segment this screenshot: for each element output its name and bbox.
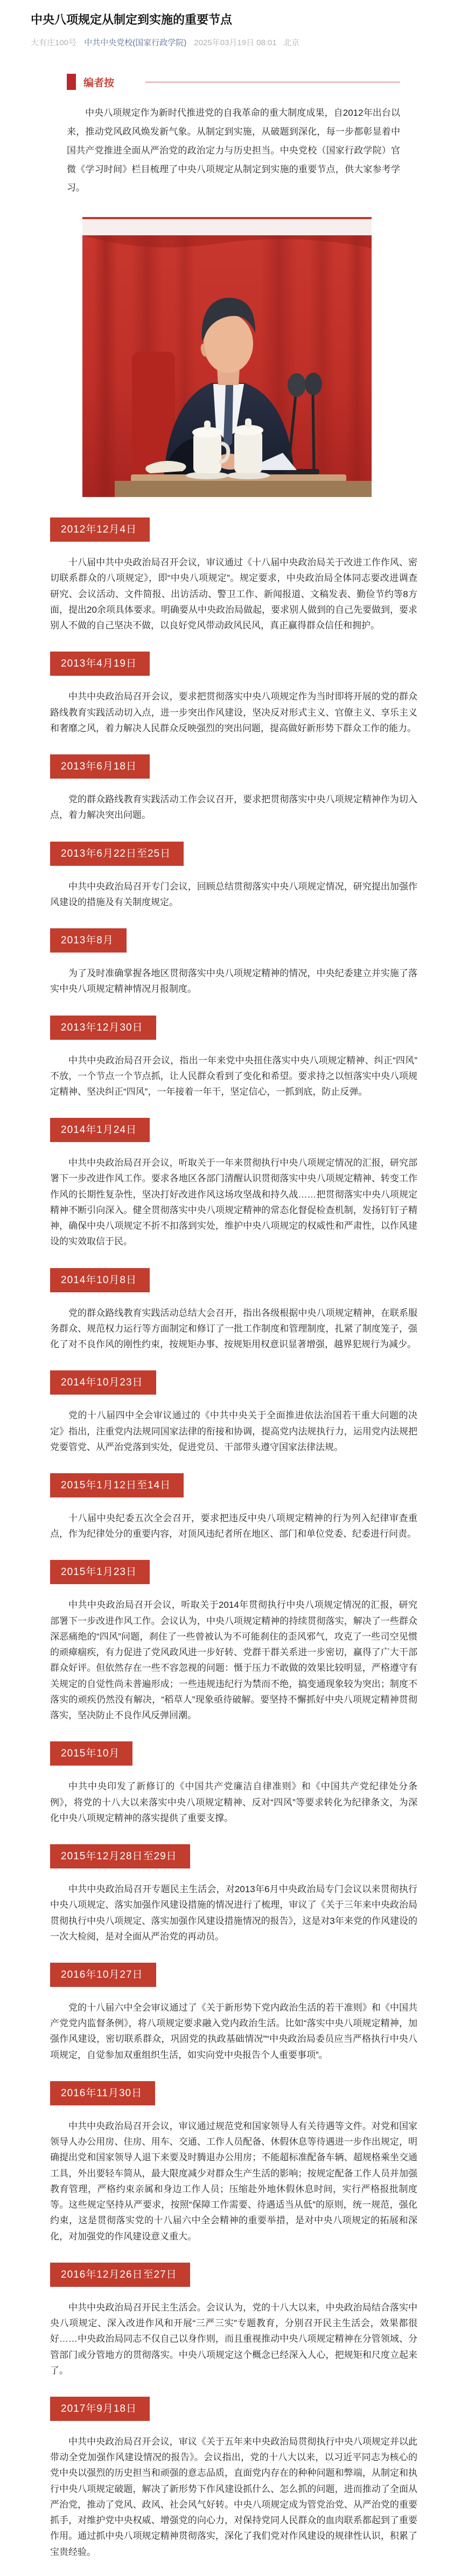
timeline-section: [50, 2248, 417, 2378]
photo-illustration: [82, 217, 372, 497]
timeline-paragraph: 中共中央印发了新修订的《中国共产党廉洁自律准则》和《中国共产党纪律处分条例》，将党的十八大以来落实中央八项规定精神、反对“四风”等要求转化为纪律条文，为深化中央八项规定精神的落实提供了重要支撑。: [50, 1781, 417, 1823]
timeline-paragraph: 中共中央政治局召开会议，审议《关于五年来中央政治局贯彻执行中央八项规定并以此带动全党加强作风建设情况的报告》。会议指出，党的十八大以来，以习近平同志为核心的党中央以强烈的历史担当和顽强的意志品质，直面党内存在的种种问题和弊端，从制定和执行中央八项规定破题，解决了新形势下作风建设抓什么、怎么抓的问题，进而推动了全面从严治党，推动了党风、政风、社会风气好转。中央八项规定成为管党治党、从严治党的重要抓手，对维护党中央权威、增强党的向心力，对保持党同人民群众的血肉联系都起到了重要作用。通过抓中央八项规定精神贯彻落实，深化了我们党对作风建设的规律性认识，积累了宝贵经验。: [50, 2436, 417, 2557]
timeline-date-badge: 2016年10月27日: [50, 1963, 156, 1987]
byline-source: 大有庄100号: [31, 38, 77, 47]
timeline-paragraph: 中共中央政治局召开会议，审议通过规范党和国家领导人有关待遇等文件。对党和国家领导人办公用房、住房、用车、交通、工作人员配备、休假休息等待遇进一步作出规定，明确提出党和国家领导人退下来要及时腾退办公用房；不能超标准配备车辆、超规格乘坐交通工具，外出要轻车简从，最大限度减少对群众生产生活的影响；按规定配备工作人员并加强教育管理，严格约束亲属和身边工作人员；压缩赴外地休假休息时间，实行严格报批制度等。这些规定坚持从严要求，按照“保障工作需要、待遇适当从低”的原则，统一规范，强化约束，这是贯彻落实党的十八届六中全会精神的重要举措，是对中央八项规定的拓展和深化，对加强党的作风建设意义重大。: [50, 2120, 417, 2242]
timeline-paragraph: 中共中央政治局召开民主生活会。会议认为，党的十八大以来，中央政治局结合落实中央八项规定、深入改进作风和开展“三严三实”专题教育，分别召开民主生活会，效果都很好……中央政治局同志不仅自己以身作则，而且重视推动中央八项规定精神在分管领域、分管部门或分管地方的贯彻落实。中央八项规定这个概念已经深入人心，把规矩和尺度立起来了。: [50, 2302, 417, 2376]
timeline-paragraph: 中共中央政治局召开会议，听取关于2014年贯彻执行中央八项规定情况的汇报，研究部署下一步改进作风工作。会议认为，中央八项规定精神的持续贯彻落实，解决了一些群众深恶痛绝的“四风”问题，刹住了一些曾被认为不可能刹住的歪风邪气，攻克了一些司空见惯的顽瘴痼疾，有力促进了党风政风进一步好转、党群干群关系进一步密切，赢得了广大干部群众好评。但依然存在一些不容忽视的问题：慑于压力不敢做的效果比较明显，严格遵守有关规定的自觉性尚未普遍形成；一些违规违纪行为禁而不绝，搞变通现象较为突出；制度不落实的顽疾仍然没有解决，“稻草人”现象亟待破解。要坚持不懈抓好中央八项规定精神贯彻落实，坚决防止不良作风反弹回潮。: [50, 1600, 417, 1721]
timeline-date-badge: 2013年4月19日: [50, 652, 150, 676]
timeline-section: [50, 2066, 417, 2244]
timeline-date-badge: 2015年12月28日至29日: [50, 1844, 190, 1868]
byline-datetime: 2025年03月19日 08:01: [194, 38, 277, 47]
timeline-date-badge: 2014年10月8日: [50, 1268, 150, 1292]
editor-note-label: 编者按: [83, 77, 115, 89]
timeline-paragraph: 党的十八届六中全会审议通过了《关于新形势下党内政治生活的若干准则》和《中国共产党党内监督条例》，将八项规定要求融入党内政治生活。比如“落实中央八项规定精神，加强作风建设，密切联系群众，巩固党的执政基础情况”“中央政治局委员应当严格执行中央八项规定，自觉参加双重组织生活，如实向党中央报告个人重要事项”。: [50, 2003, 417, 2060]
article-page: [0, 11, 454, 2576]
red-block-marker: [67, 74, 76, 90]
byline-location: 北京: [283, 38, 300, 47]
timeline-section: [50, 739, 417, 823]
editor-note-text: 中央八项规定作为新时代推进党的自我革命的重大制度成果，自2012年出台以来，推动党风政风焕发新气象。从制定到实施，从破题到深化，每一步都彰显着中国共产党推进全面从严治党的政治定力与历史担当。中央党校（国家行政学院）官微《学习时间》栏目梳理了中央八项规定从制定到实施的重要节点，供大家参考学习。: [67, 108, 400, 193]
editor-note-header: [67, 74, 400, 90]
timeline-date-badge: 2014年10月23日: [50, 1370, 156, 1395]
timeline-date-badge: 2015年1月12日至14日: [50, 1473, 184, 1497]
timeline-paragraph: 中共中央政治局召开会议，指出一年来党中央扭住落实中央八项规定精神、纠正“四风”不放，一个节点一个节点抓，让人民群众看到了变化和希望。要求持之以恒落实中央八项规定精神、坚决纠正“四风”，一年接着一年干，坚定信心，一抓到底，防止反弹。: [50, 1055, 417, 1097]
teacup-right: [233, 418, 263, 473]
timeline-paragraph: 为了及时准确掌握各地区贯彻落实中央八项规定精神的情况，中央纪委建立并实施了落实中央八项规定精神情况月报制度。: [50, 968, 417, 995]
timeline-section: [50, 636, 417, 736]
timeline-date-badge: 2016年11月30日: [50, 2081, 155, 2105]
timeline-date-badge: 2013年6月18日: [50, 754, 150, 779]
timeline-section: [50, 1726, 417, 1826]
timeline-paragraph: 中共中央政治局召开会议，要求把贯彻落实中央八项规定作为当时即将开展的党的群众路线教育实践活动切入点，进一步突出作风建设，坚决反对形式主义、官僚主义、享乐主义和奢靡之风，着力解决人民群众反映强烈的突出问题，提高做好新形势下群众工作的能力。: [50, 691, 417, 733]
timeline-section: [50, 502, 417, 633]
timeline-section: [50, 913, 417, 997]
timeline-section: [50, 1355, 417, 1455]
timeline-date-badge: 2013年6月22日至25日: [50, 842, 184, 866]
timeline: [50, 502, 417, 2560]
page-title: 中央八项规定从制定到实施的重要节点: [31, 13, 233, 26]
timeline-section: [50, 1948, 417, 2063]
timeline-section: [50, 1253, 417, 1353]
byline-account-link[interactable]: 中共中央党校(国家行政学院): [84, 38, 187, 47]
timeline-section: [50, 1458, 417, 1542]
timeline-date-badge: 2017年9月18日: [50, 2397, 150, 2421]
timeline-paragraph: 中共中央政治局召开会议，听取关于一年来贯彻执行中央八项规定情况的汇报，研究部署下一步改进作风工作。要求各地区各部门清醒认识贯彻落实中央八项规定精神、转变工作作风的长期性复杂性，坚决打好改进作风这场攻坚战和持久战……把贯彻落实中央八项规定精神不断引向深入。健全贯彻落实中央八项规定精神的常态化督促检查机制，发扬钉钉子精神，确保中央八项规定不折不扣落到实处，维护中央八项规定的权威性和严肃性，以作风建设的实效取信于民。: [50, 1158, 417, 1247]
timeline-paragraph: 党的群众路线教育实践活动总结大会召开，指出各级根据中央八项规定精神，在联系服务群众、规范权力运行等方面制定和修订了一批工作制度和管理制度，扎紧了制度笼子，强化了对不良作风的刚性约束，按规矩办事、按规矩用权意识显著增强，越界犯规行为减少。: [50, 1307, 417, 1350]
timeline-paragraph: 中共中央政治局召开专题民主生活会，对2013年6月中央政治局专门会议以来贯彻执行中央八项规定、落实加强作风建设措施的情况进行了梳理，审议了《关于三年来中央政治局贯彻执行中央八项规定、落实加强作风建设措施情况的报告》，这是对3年来党的作风建设的一次大检阅，是对全面从严治党的再动员。: [50, 1884, 417, 1942]
photo-top-wall: [82, 219, 372, 235]
timeline-section: [50, 1000, 417, 1100]
photo-top-red-line: [82, 217, 372, 219]
timeline-section: [50, 1103, 417, 1249]
timeline-date-badge: 2015年1月23日: [50, 1560, 150, 1584]
timeline-date-badge: 2015年10月: [50, 1741, 132, 1766]
timeline-section: [50, 827, 417, 910]
editor-note: [67, 74, 400, 198]
timeline-section: [50, 1545, 417, 1723]
timeline-section: [50, 1829, 417, 1944]
timeline-date-badge: 2012年12月4日: [50, 517, 150, 542]
timeline-section: [50, 2382, 417, 2560]
byline: [31, 37, 417, 48]
timeline-paragraph: 党的群众路线教育实践活动工作会议召开，要求把贯彻落实中央八项规定精神作为切入点，着力解决突出问题。: [50, 794, 417, 821]
timeline-paragraph: 党的十八届四中全会审议通过的《中共中央关于全面推进依法治国若干重大问题的决定》指出，注重党内法规同国家法律的衔接和协调，提高党内法规执行力，运用党内法规把党要管党、从严治党落到实处，促进党员、干部带头遵守国家法律法规。: [50, 1410, 417, 1452]
timeline-date-badge: 2016年12月26日至27日: [50, 2263, 190, 2287]
article-photo[interactable]: [82, 217, 372, 497]
timeline-date-badge: 2013年12月30日: [50, 1016, 156, 1040]
timeline-paragraph: 十八届中共中央政治局召开会议，审议通过《十八届中央政治局关于改进工作作风、密切联系群众的八项规定》，即“中央八项规定”。规定要求，中央政治局全体同志要改进调查研究、会议活动、文件简报、出访活动、警卫工作、新闻报道、文稿发表、勤俭节约等8方面，提出20余项具体要求。明确要从中央政治局做起，要求别人做到的自己先要做到，要求别人不做的自己坚决不做，以良好党风带动政风民风，真正赢得群众信任和拥护。: [50, 557, 417, 631]
timeline-date-badge: 2013年8月: [50, 928, 127, 953]
timeline-paragraph: 中共中央政治局召开专门会议，回顾总结贯彻落实中央八项规定情况，研究提出加强作风建设的措施及有关制度规定。: [50, 881, 417, 907]
timeline-paragraph: 十八届中央纪委五次全会召开，要求把违反中央八项规定精神的行为列入纪律审查重点，作为纪律处分的重要内容，对顶风违纪者所在地区、部门和单位党委、纪委进行问责。: [50, 1513, 417, 1539]
timeline-date-badge: 2014年1月24日: [50, 1118, 150, 1142]
